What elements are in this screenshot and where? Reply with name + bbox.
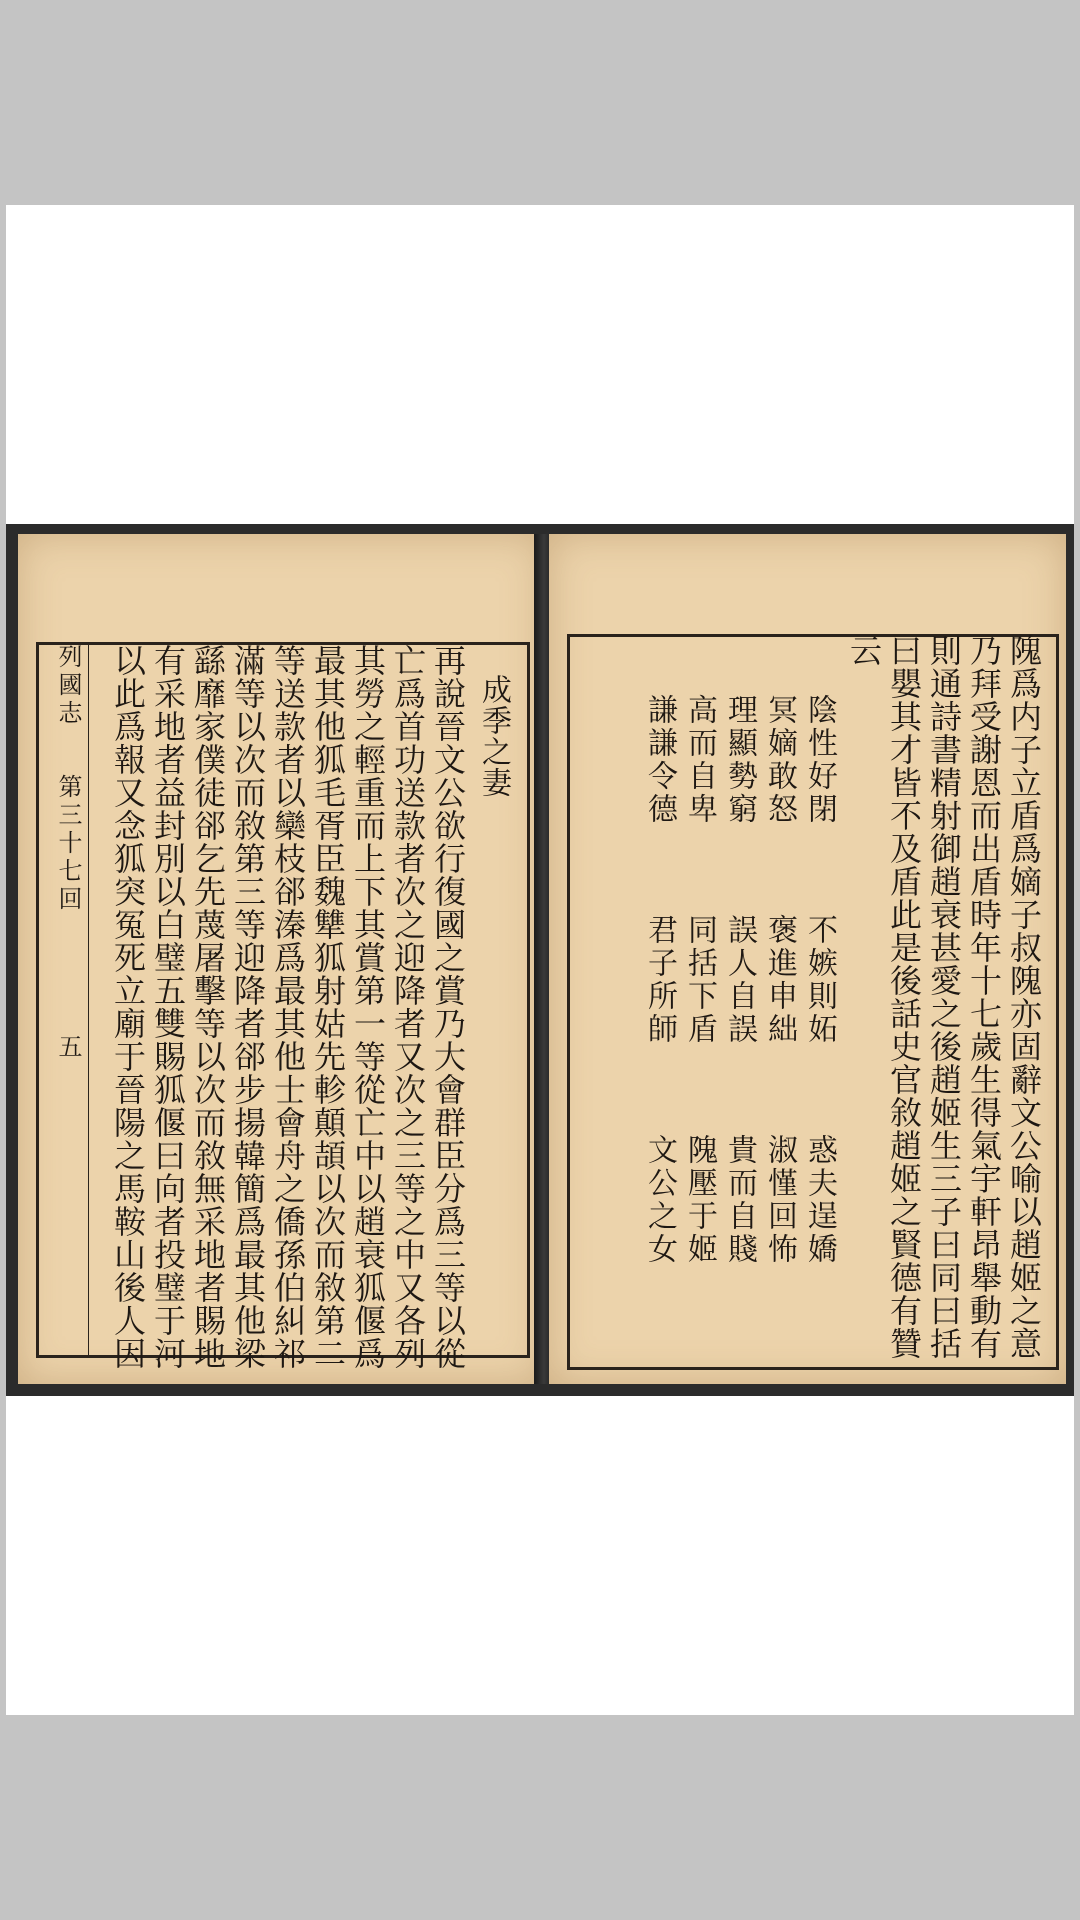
verse-line: 同括下盾	[682, 914, 717, 1046]
text-column-2: 乃拜受謝恩而出盾時年十七歲生得氣宇軒昂舉動有	[965, 634, 1003, 1360]
margin-folio: 五	[54, 1034, 82, 1062]
margin-book-title: 列國志	[54, 644, 82, 728]
text-column-4: 最其他狐毛胥臣魏犨狐射姑先軫顛頡以次而敘第二	[309, 644, 347, 1370]
verse-line: 淑慬回怖	[762, 1134, 797, 1266]
margin-divider	[88, 642, 89, 1358]
text-column-5: 等送款者以欒枝郤溱爲最其他士會舟之僑孫伯糾祁	[269, 644, 307, 1370]
text-column-3: 其勞之輕重而上下其賞第一等從亡中以趙衰狐偃爲	[349, 644, 387, 1370]
verse-line: 誤人自誤	[722, 914, 757, 1046]
verse-line: 隗壓于姬	[682, 1134, 717, 1266]
verse-line: 不嫉則妬	[802, 914, 837, 1046]
text-column-8: 有采地者益封別以白璧五雙賜狐偃曰向者投璧于河	[149, 644, 187, 1370]
margin-chapter: 第三十七回	[54, 774, 82, 914]
verse-line: 惑夫逞嬌	[802, 1134, 837, 1266]
text-column-6: 滿等以次而敘第三等迎降者郤步揚韓簡爲最其他梁	[229, 644, 267, 1370]
verse-line: 君子所師	[642, 914, 677, 1046]
text-column-5: 云	[845, 634, 883, 667]
text-column-2: 亡爲首功送款者次之迎降者又次之三等之中又各列	[389, 644, 427, 1370]
book-scan	[6, 524, 1074, 1396]
text-column-9: 以此爲報又念狐突冤死立廟于晉陽之馬鞍山後人因	[109, 644, 147, 1370]
verse-line: 謙謙令德	[642, 694, 677, 826]
text-column-7: 繇靡家僕徒郤乞先蔑屠擊等以次而敘無采地者賜地	[189, 644, 227, 1370]
verse-line: 冥嫡敢怒	[762, 694, 797, 826]
verse-line: 理顯勢窮	[722, 694, 757, 826]
verse-line: 貴而自賤	[722, 1134, 757, 1266]
section-title: 成季之妻	[476, 674, 511, 798]
text-column-1: 再說晉文公欲行復國之賞乃大會群臣分爲三等以從	[429, 644, 467, 1370]
text-column-3: 則通詩書精射御趙衰甚愛之後趙姬生三子曰同曰括	[925, 634, 963, 1360]
verse-line: 褒進申絀	[762, 914, 797, 1046]
verse-line: 陰性好閉	[802, 694, 837, 826]
left-page	[18, 534, 543, 1384]
right-page	[549, 534, 1066, 1384]
verse-line: 文公之女	[642, 1134, 677, 1266]
verse-line: 高而自卑	[682, 694, 717, 826]
text-column-4: 曰嬰其才皆不及盾此是後話史官敘趙姬之賢德有贊	[885, 634, 923, 1360]
text-column-1: 隗爲内子立盾爲嫡子叔隗亦固辭文公喻以趙姬之意	[1005, 634, 1043, 1360]
